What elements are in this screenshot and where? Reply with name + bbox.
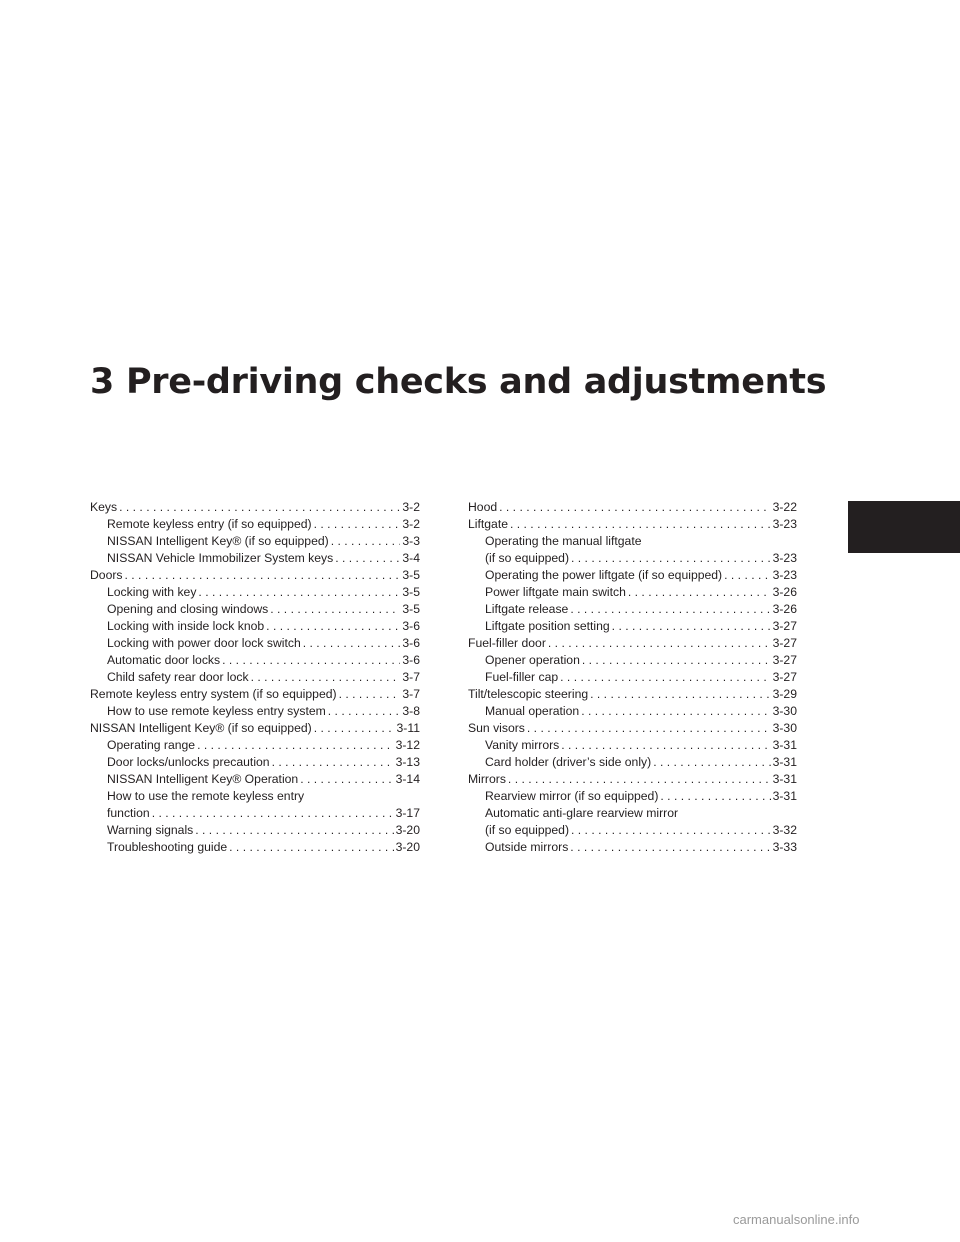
toc-entry-label: NISSAN Vehicle Immobilizer System keys — [107, 551, 334, 565]
toc-column-right — [468, 499, 797, 856]
toc-subentry[interactable] — [468, 754, 797, 771]
toc-entry-label: NISSAN Intelligent Key® (if so equipped) — [90, 721, 312, 735]
toc-entry-label: Troubleshooting guide — [107, 840, 228, 854]
toc-entry-label: Tilt/telescopic steering — [468, 687, 589, 701]
toc-subentry[interactable] — [468, 550, 797, 567]
toc-dot-leader — [272, 754, 394, 771]
toc-entry-label: NISSAN Intelligent Key® Operation — [107, 772, 299, 786]
toc-page-number: 3-33 — [772, 840, 797, 854]
toc-subentry[interactable] — [468, 584, 797, 601]
toc-page-number: 3-30 — [772, 704, 797, 718]
toc-subentry[interactable] — [468, 822, 797, 839]
toc-entry-label-line: How to use the remote keyless entry — [107, 789, 305, 803]
toc-page-number: 3-17 — [395, 806, 420, 820]
toc-dot-leader — [628, 584, 771, 601]
toc-dot-leader — [251, 669, 401, 686]
toc-page-number: 3-30 — [772, 721, 797, 735]
toc-dot-leader — [314, 720, 395, 737]
toc-page-number: 3-6 — [402, 619, 420, 633]
toc-subentry[interactable] — [468, 788, 797, 805]
toc-entry-label: Operating range — [107, 738, 196, 752]
toc-entry-label: Mirrors — [468, 772, 506, 786]
toc-dot-leader — [125, 567, 401, 584]
toc-subentry[interactable] — [468, 652, 797, 669]
toc-dot-leader — [582, 652, 771, 669]
toc-dot-leader — [499, 499, 770, 516]
toc-entry[interactable] — [468, 771, 797, 788]
toc-page-number: 3-29 — [772, 687, 797, 701]
toc-page-number: 3-20 — [395, 823, 420, 837]
toc-page-number: 3-27 — [772, 670, 797, 684]
toc-subentry[interactable] — [468, 703, 797, 720]
toc-dot-leader — [612, 618, 771, 635]
toc-subentry[interactable] — [90, 805, 420, 822]
toc-entry[interactable] — [468, 720, 797, 737]
toc-dot-leader — [571, 822, 771, 839]
toc-entry-label: (if so equipped) — [485, 823, 570, 837]
toc-entry-label-line: Operating the manual liftgate — [485, 534, 642, 548]
toc-entry-label: Liftgate position setting — [485, 619, 610, 633]
toc-page-number: 3-11 — [396, 721, 420, 735]
toc-page-number: 3-13 — [395, 755, 420, 769]
toc-entry-label: Door locks/unlocks precaution — [107, 755, 270, 769]
toc-entry-label: How to use remote keyless entry system — [107, 704, 326, 718]
toc-page-number: 3-4 — [402, 551, 420, 565]
toc-dot-leader — [570, 601, 770, 618]
toc-page-number: 3-5 — [402, 568, 420, 582]
toc-dot-leader — [590, 686, 770, 703]
toc-entry-label: Child safety rear door lock — [107, 670, 249, 684]
toc-page-number: 3-7 — [402, 670, 420, 684]
toc-dot-leader — [548, 635, 771, 652]
toc-page-number: 3-31 — [772, 738, 797, 752]
toc-entry[interactable] — [90, 567, 420, 584]
toc-page-number: 3-6 — [402, 636, 420, 650]
chapter-tab-marker — [848, 501, 960, 553]
toc-entry-label: Power liftgate main switch — [485, 585, 626, 599]
toc-entry-label: Doors — [90, 568, 123, 582]
toc-page-number: 3-8 — [402, 704, 420, 718]
toc-dot-leader — [331, 533, 401, 550]
toc-dot-leader — [266, 618, 400, 635]
toc-page-number: 3-27 — [772, 619, 797, 633]
toc-subentry[interactable] — [468, 618, 797, 635]
toc-entry-label: Card holder (driver’s side only) — [485, 755, 652, 769]
toc-subentry[interactable] — [90, 737, 420, 754]
toc-subentry[interactable] — [90, 533, 420, 550]
toc-entry-label: Opening and closing windows — [107, 602, 269, 616]
toc-dot-leader — [571, 550, 771, 567]
toc-subentry[interactable] — [90, 669, 420, 686]
toc-subentry[interactable] — [90, 822, 420, 839]
toc-entry-label: Locking with power door lock switch — [107, 636, 301, 650]
toc-dot-leader — [570, 839, 770, 856]
toc-entry-label: Keys — [90, 500, 118, 514]
toc-dot-leader — [510, 516, 771, 533]
toc-entry-label: Remote keyless entry (if so equipped) — [107, 517, 312, 531]
toc-subentry[interactable] — [90, 601, 420, 618]
toc-entry-label: NISSAN Intelligent Key® (if so equipped) — [107, 534, 329, 548]
toc-entry-label: Hood — [468, 500, 498, 514]
toc-dot-leader — [660, 788, 770, 805]
toc-entry-label: Locking with key — [107, 585, 197, 599]
toc-entry-label: Liftgate — [468, 517, 508, 531]
toc-page-number: 3-5 — [402, 602, 420, 616]
toc-subentry[interactable] — [468, 601, 797, 618]
toc-page-number: 3-2 — [402, 500, 420, 514]
toc-dot-leader — [198, 584, 400, 601]
toc-subentry[interactable] — [90, 584, 420, 601]
toc-entry-label: Manual operation — [485, 704, 580, 718]
toc-page-number: 3-20 — [395, 840, 420, 854]
toc-entry-label: Vanity mirrors — [485, 738, 560, 752]
toc-entry-label: Fuel-filler door — [468, 636, 546, 650]
toc-page-number: 3-3 — [402, 534, 420, 548]
toc-subentry[interactable] — [90, 550, 420, 567]
toc-entry-label: Fuel-filler cap — [485, 670, 559, 684]
toc-subentry[interactable] — [468, 669, 797, 686]
toc-dot-leader — [222, 652, 400, 669]
toc-dot-leader — [339, 686, 401, 703]
toc-dot-leader — [581, 703, 770, 720]
toc-entry[interactable] — [90, 686, 420, 703]
toc-subentry[interactable] — [90, 703, 420, 720]
toc-dot-leader — [653, 754, 770, 771]
toc-dot-leader — [197, 737, 394, 754]
toc-entry-label: Sun visors — [468, 721, 525, 735]
toc-page-number: 3-23 — [772, 568, 797, 582]
toc-page-number: 3-14 — [395, 772, 420, 786]
toc-page-number: 3-6 — [402, 653, 420, 667]
toc-page-number: 3-23 — [772, 517, 797, 531]
toc-entry[interactable] — [90, 499, 420, 516]
toc-subentry[interactable] — [468, 737, 797, 754]
toc-entry-label: function — [107, 806, 150, 820]
toc-dot-leader — [300, 771, 393, 788]
toc-entry-label: Rearview mirror (if so equipped) — [485, 789, 659, 803]
footer-watermark: carmanualsonline.info — [733, 1212, 860, 1227]
toc-entry-label: Outside mirrors — [485, 840, 569, 854]
toc-entry-label: Opener operation — [485, 653, 580, 667]
toc-page-number: 3-31 — [772, 772, 797, 786]
toc-subentry[interactable] — [90, 635, 420, 652]
toc-entry[interactable] — [468, 686, 797, 703]
toc-page-number: 3-22 — [772, 500, 797, 514]
toc-dot-leader — [195, 822, 393, 839]
toc-entry-label: Operating the power liftgate (if so equipped) — [485, 568, 723, 582]
chapter-title: 3 Pre-driving checks and adjustments — [90, 362, 827, 402]
toc-dot-leader — [314, 516, 401, 533]
toc-entry[interactable] — [468, 635, 797, 652]
toc-subentry[interactable] — [468, 567, 797, 584]
toc-column-left — [90, 499, 420, 856]
toc-page-number: 3-5 — [402, 585, 420, 599]
toc-dot-leader — [119, 499, 400, 516]
toc-dot-leader — [303, 635, 401, 652]
toc-page-number: 3-2 — [402, 517, 420, 531]
toc-page-number: 3-26 — [772, 602, 797, 616]
toc-entry-label: Warning signals — [107, 823, 194, 837]
toc-dot-leader — [270, 601, 400, 618]
toc-dot-leader — [152, 805, 394, 822]
toc-dot-leader — [560, 669, 770, 686]
toc-dot-leader — [561, 737, 770, 754]
toc-subentry[interactable] — [90, 618, 420, 635]
toc-subentry[interactable] — [90, 839, 420, 856]
toc-dot-leader — [527, 720, 771, 737]
toc-subentry[interactable] — [90, 771, 420, 788]
toc-entry-label: Liftgate release — [485, 602, 569, 616]
toc-dot-leader — [328, 703, 401, 720]
toc-entry[interactable] — [468, 499, 797, 516]
toc-subentry[interactable] — [90, 754, 420, 771]
toc-page-number: 3-32 — [772, 823, 797, 837]
toc-entry-label: Automatic door locks — [107, 653, 221, 667]
toc-page-number: 3-23 — [772, 551, 797, 565]
toc-dot-leader — [229, 839, 393, 856]
toc-page-number: 3-31 — [772, 789, 797, 803]
toc-page-number: 3-26 — [772, 585, 797, 599]
toc-dot-leader — [335, 550, 400, 567]
toc-entry-label-line: Automatic anti-glare rearview mirror — [485, 806, 679, 820]
toc-page-number: 3-7 — [402, 687, 420, 701]
toc-entry[interactable] — [90, 720, 420, 737]
toc-page-number: 3-12 — [395, 738, 420, 752]
toc-entry-label: Locking with inside lock knob — [107, 619, 265, 633]
toc-dot-leader — [724, 567, 770, 584]
toc-subentry[interactable] — [90, 516, 420, 533]
toc-page-number: 3-31 — [772, 755, 797, 769]
toc-page-number: 3-27 — [772, 636, 797, 650]
toc-entry-label: Remote keyless entry system (if so equipped) — [90, 687, 337, 701]
toc-subentry[interactable] — [90, 652, 420, 669]
toc-subentry[interactable] — [468, 839, 797, 856]
toc-entry-label: (if so equipped) — [485, 551, 570, 565]
toc-page-number: 3-27 — [772, 653, 797, 667]
toc-dot-leader — [508, 771, 771, 788]
toc-entry[interactable] — [468, 516, 797, 533]
